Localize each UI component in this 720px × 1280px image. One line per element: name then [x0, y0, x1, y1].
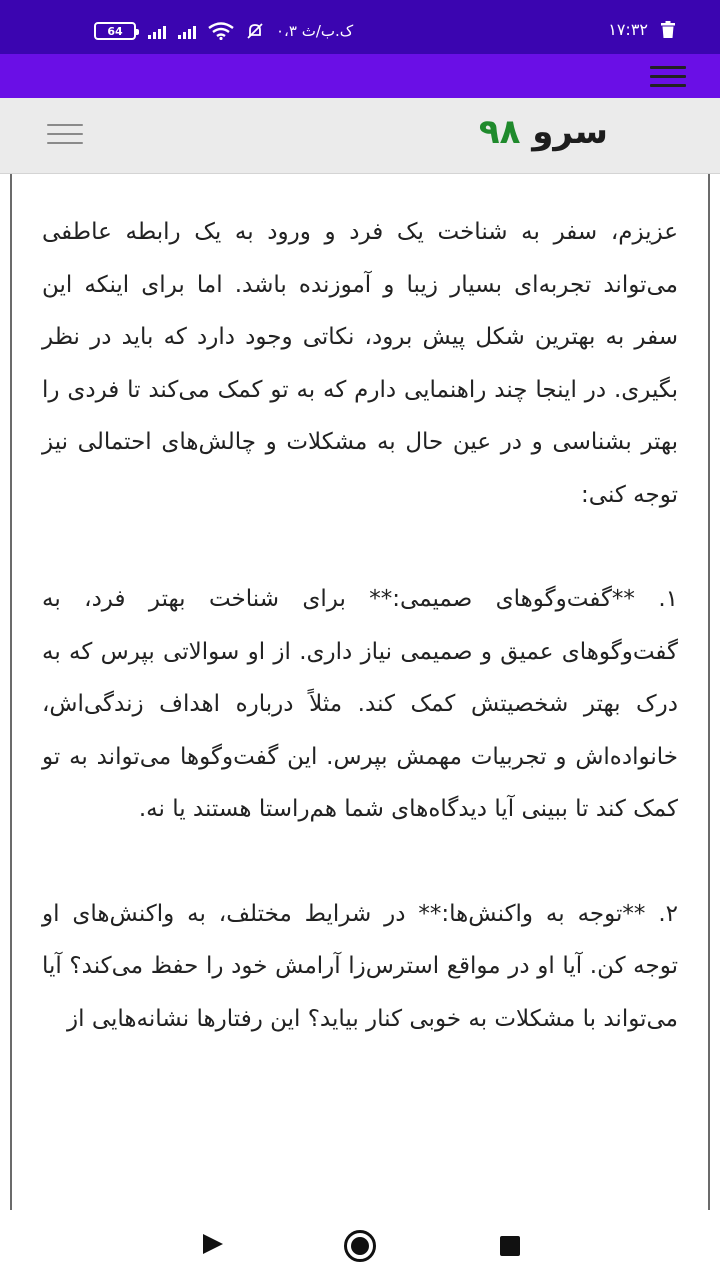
article-container	[10, 174, 710, 1210]
article-paragraph: ۱. **گفت‌وگوهای صمیمی:** برای شناخت بهتر فرد، به گفت‌وگوهای عمیق و صمیمی نیاز داری. از او سوالاتی بپرس که به درک بهتر شخصیتش کمک کند. مثلاً درباره اهداف زندگی‌اش، خانواده‌اش و تجربیات مهمش بپرس. این گفت‌وگوها می‌تواند به تو کمک کند تا ببینی آیا دیدگاه‌های شما هم‌راستا هستند یا نه.	[42, 586, 678, 822]
clock: ۱۷:۳۲	[608, 20, 648, 39]
trash-icon	[660, 21, 676, 39]
signal-icon	[178, 23, 196, 39]
site-logo[interactable]	[479, 112, 608, 152]
signal-icon	[148, 23, 166, 39]
back-icon[interactable]	[203, 1234, 223, 1254]
notification-off-icon	[246, 22, 264, 40]
status-left-group	[94, 22, 353, 40]
article-paragraph: ۲. **توجه به واکنش‌ها:** در شرایط مختلف، به واکنش‌های او توجه کن. آیا او در مواقع استرس‌زا آرامش خود را حفظ می‌کند؟ آیا می‌تواند با مشکلات به خوبی کنار بیاید؟ این رفتارها نشانه‌هایی از	[42, 900, 678, 1032]
logo-word: سرو	[532, 112, 608, 152]
site-header	[0, 98, 720, 174]
status-bar	[0, 0, 720, 54]
battery-icon	[94, 22, 136, 40]
home-icon[interactable]	[344, 1230, 376, 1262]
app-bar	[0, 54, 720, 98]
wifi-icon	[208, 22, 234, 40]
logo-number: ۹۸	[478, 112, 521, 152]
article-paragraph: عزیزم، سفر به شناخت یک فرد و ورود به یک رابطه عاطفی می‌تواند تجربه‌ای بسیار زیبا و آموزنده باشد. اما برای اینکه این سفر به بهترین شکل پیش برود، نکاتی وجود دارد که باید در نظر بگیری. در اینجا چند راهنمایی دارم که به تو کمک می‌کند تا فردی را بهتر بشناسی و در عین حال به مشکلات و چالش‌های احتمالی نیز توجه کنی:	[42, 219, 678, 508]
site-menu-icon[interactable]	[47, 124, 83, 146]
article-body	[12, 174, 708, 1045]
battery-level: 64	[107, 24, 123, 38]
status-right-group	[608, 20, 676, 39]
system-nav-bar	[0, 1210, 720, 1280]
network-speed: ۰،۳ ک.ب/ث	[276, 22, 354, 40]
recents-icon[interactable]	[500, 1236, 520, 1256]
hamburger-menu-icon[interactable]	[650, 66, 686, 88]
